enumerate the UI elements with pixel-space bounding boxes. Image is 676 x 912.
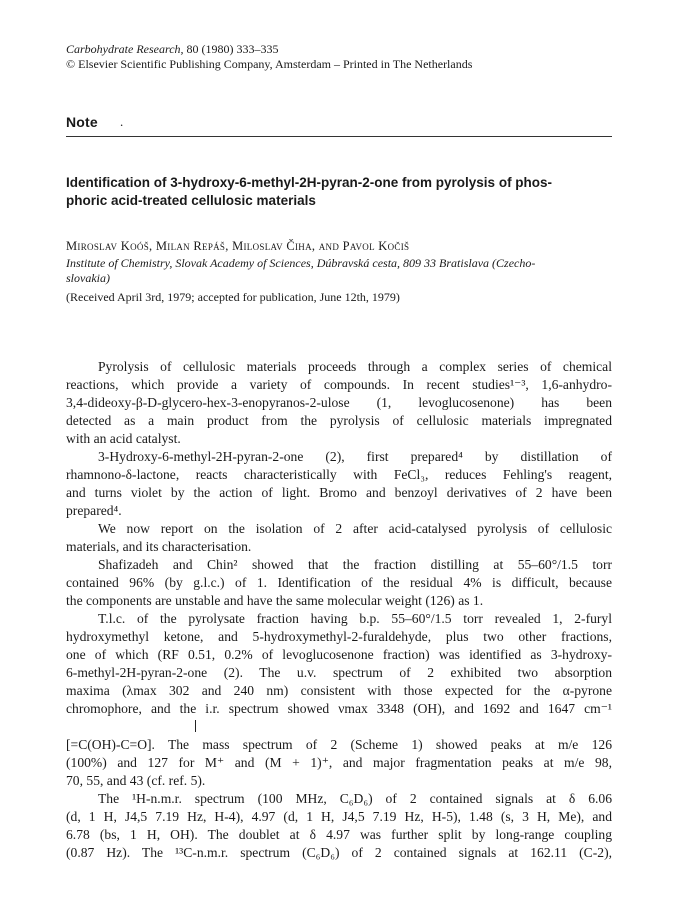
body-line: We now report on the isolation of 2 after acid-catalysed pyrolysis of cellulosic bbox=[98, 521, 612, 536]
affiliation-line-1: Institute of Chemistry, Slovak Academy of Sciences, Dúbravská cesta, 809 33 Bratislava (Czecho- bbox=[66, 256, 536, 270]
body-line: 3,4-dideoxy-β-D-glycero-hex-3-enopyranos-2-ulose (1, levoglucosenone) has been bbox=[66, 395, 612, 410]
article-body bbox=[66, 358, 612, 862]
body-line: (d, 1 H, J4,5 7.19 Hz, H-4), 4.97 (d, 1 H, J4,5 7.19 Hz, H-5), 1.48 (s, 3 H, Me), and bbox=[66, 809, 612, 824]
body-line: the components are unstable and have the same molecular weight (126) as 1. bbox=[66, 593, 484, 608]
body-line: T.l.c. of the pyrolysate fraction having b.p. 55–60°/1.5 torr revealed 1, 2-furyl bbox=[98, 611, 612, 626]
body-line: one of which (RF 0.51, 0.2% of levoglucosenone fraction) was identified as 3-hydroxy- bbox=[66, 647, 612, 662]
body-line: 70, 55, and 43 (cf. ref. 5). bbox=[66, 773, 206, 788]
body-line: (0.87 Hz). The ¹³C-n.m.r. spectrum (C₆D₆) of 2 contained signals at 162.11 (C-2), bbox=[66, 845, 612, 860]
affiliation-line-2: slovakia) bbox=[66, 271, 110, 285]
body-line: reactions, which provide a variety of compounds. In recent studies¹⁻³, 1,6-anhydro- bbox=[66, 377, 612, 392]
body-line: hydroxymethyl ketone, and 5-hydroxymethyl-2-furaldehyde, plus two other fractions, bbox=[66, 629, 612, 644]
title-line-2: phoric acid-treated cellulosic materials bbox=[66, 193, 316, 208]
copyright-line: © Elsevier Scientific Publishing Company, Amsterdam – Printed in The Netherlands bbox=[66, 57, 473, 71]
journal-header bbox=[66, 42, 626, 72]
article-title bbox=[66, 174, 612, 210]
body-line: [=C(OH)-C=O]. The mass spectrum of 2 (Scheme 1) showed peaks at m/e 126 bbox=[66, 737, 612, 752]
section-label: Note bbox=[66, 114, 98, 130]
section-dot: . bbox=[120, 114, 124, 129]
body-line: 6.78 (bs, 1 H, OH). The doublet at δ 4.97 was further split by long-range coupling bbox=[66, 827, 612, 842]
affiliation bbox=[66, 256, 612, 286]
body-line: contained 96% (by g.l.c.) of 1. Identification of the residual 4% is difficult, because bbox=[66, 575, 612, 590]
body-line: 3-Hydroxy-6-methyl-2H-pyran-2-one (2), first prepared⁴ by distillation of bbox=[98, 449, 612, 464]
body-line: detected as a main product from the pyrolysis of cellulosic materials impregnated bbox=[66, 413, 612, 428]
title-line-1: Identification of 3-hydroxy-6-methyl-2H-pyran-2-one from pyrolysis of phos- bbox=[66, 175, 553, 190]
journal-volume-pages: 80 (1980) 333–335 bbox=[183, 42, 279, 56]
formula-bond-mark bbox=[195, 720, 196, 732]
body-line: chromophore, and the i.r. spectrum showed νmax 3348 (OH), and 1692 and 1647 cm⁻¹ bbox=[66, 701, 612, 716]
received-dates: (Received April 3rd, 1979; accepted for publication, June 12th, 1979) bbox=[66, 290, 400, 304]
body-line: Pyrolysis of cellulosic materials proceeds through a complex series of chemical bbox=[98, 359, 612, 374]
section-divider bbox=[66, 136, 612, 137]
body-line: (100%) and 127 for M⁺ and (M + 1)⁺, and major fragmentation peaks at m/e 98, bbox=[66, 755, 612, 770]
body-line: prepared⁴. bbox=[66, 503, 122, 518]
body-line: Shafizadeh and Chin² showed that the fraction distilling at 55–60°/1.5 torr bbox=[98, 557, 612, 572]
author-list: Miroslav Koóš, Milan Repáš, Miloslav Čiha, and Pavol Kočiš bbox=[66, 239, 410, 253]
body-line: 6-methyl-2H-pyran-2-one (2). The u.v. spectrum of 2 exhibited two absorption bbox=[66, 665, 612, 680]
body-line: and turns violet by the action of light. Bromo and benzoyl derivatives of 2 have been bbox=[66, 485, 612, 500]
body-line: with an acid catalyst. bbox=[66, 431, 181, 446]
journal-name: Carbohydrate Research, bbox=[66, 42, 184, 56]
formula-bar-line bbox=[66, 718, 612, 736]
journal-citation bbox=[66, 42, 626, 57]
body-line: materials, and its characterisation. bbox=[66, 539, 252, 554]
body-line: maxima (λmax 302 and 240 nm) consistent with those expected for the α-pyrone bbox=[66, 683, 612, 698]
body-line: The ¹H-n.m.r. spectrum (100 MHz, C₆D₆) of 2 contained signals at δ 6.06 bbox=[98, 791, 612, 806]
body-line: rhamnono-δ-lactone, reacts characteristically with FeCl₃, reduces Fehling's reagent, bbox=[66, 467, 612, 482]
